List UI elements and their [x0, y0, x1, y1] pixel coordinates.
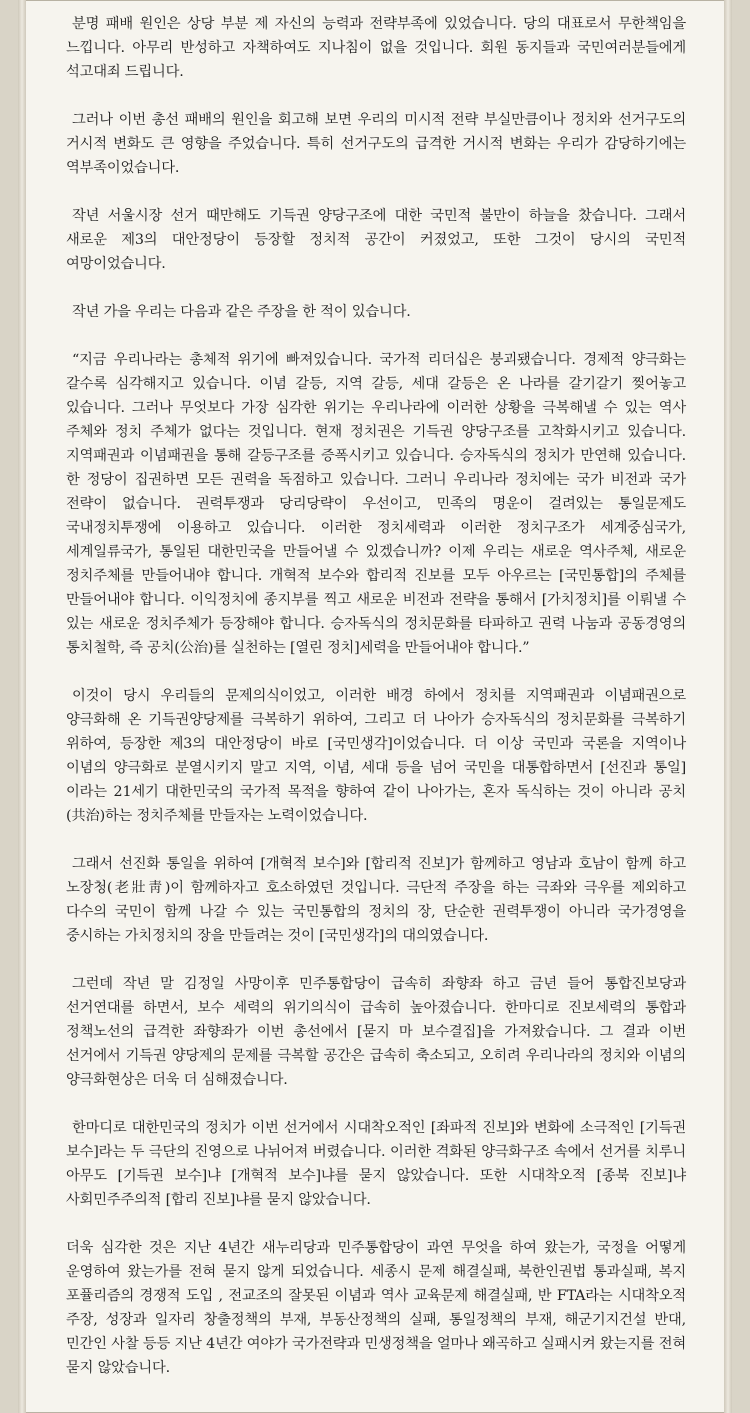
paragraph-seoul-mayor-election: 작년 서울시장 선거 때만해도 기득권 양당구조에 대한 국민적 불만이 하늘을 찼습니다. 그래서 새로운 제3의 대안정당이 등장할 정치적 공간이 커졌었고, 또한 그것이 당시의 국민적 여망이었습니다. [66, 208, 686, 272]
paragraph-quotation: “지금 우리나라는 총체적 위기에 빠져있습니다. 국가적 리더십은 붕괴됐습니다. 경제적 양극화는 갈수록 심각해지고 있습니다. 이념 갈등, 지역 갈등, 세대 갈등은 온 나라를 갈기갈기 찢어놓고 있습니다. 그러나 무엇보다 가장 심각한 위기는 우리나라에 이러한 상황을 극복해낼 수 있는 역사 주체와 정치 주체가 없다는 것입니다. 현재 정치권은 기득권 양당구조를 고착화시키고 있습니다. 지역패권과 이념패권을 통해 갈등구조를 증폭시키고 있습니다. 승자독식의 정치가 만연해 있습니다. 한 정당이 집권하면 모든 권력을 독점하고 있습니다. 그러니 우리나라 정치에는 국가 비전과 국가 전략이 없습니다. 권력투쟁과 당리당략이 우선이고, 민족의 명운이 걸려있는 통일문제도 국내정치투쟁에 이용하고 있습니다. 이러한 정치세력과 이러한 정치구조가 세계중심국가, 세계일류국가, 통일된 대한민국을 만들어낼 수 있겠습니까? 이제 우리는 새로운 역사주체, 새로운 정치주체를 만들어내야 합니다. 개혁적 보수와 합리적 진보를 모두 아우르는 [국민통합]의 주체를 만들어내야 합니다. 이익정치에 종지부를 찍고 새로운 비전과 전략을 통해서 [가치정치]를 이뤄낼 수 있는 새로운 정치주체가 등장해야 합니다. 승자독식의 정치문화를 타파하고 권력 나눔과 공동경영의 통치철학, 즉 공치(公治)를 실천하는 [열린 정치]세력을 만들어내야 합니다.” [66, 352, 686, 656]
frame-border-right [724, 0, 732, 1413]
frame-border-left [18, 0, 26, 1413]
paragraph-election-causes: 그러나 이번 총선 패배의 원인을 회고해 보면 우리의 미시적 전략 부실만큼이나 정치와 선거구도의 거시적 변화도 큰 영향을 주었습니다. 특히 선거구도의 급격한 거시적 변화는 우리가 감당하기에는 역부족이었습니다. [66, 112, 686, 176]
paragraph-responsibility: 분명 패배 원인은 상당 부분 제 자신의 능력과 전략부족에 있었습니다. 당의 대표로서 무한책임을 느낍니다. 아무리 반성하고 자책하여도 지나침이 없을 것입니다. 회원 동지들과 국민여러분들에게 석고대죄 드립니다. [66, 16, 686, 80]
paragraph-left-turn: 그런데 작년 말 김정일 사망이후 민주통합당이 급속히 좌향좌 하고 금년 들어 통합진보당과 선거연대를 하면서, 보수 세력의 위기의식이 급속히 높아졌습니다. 한마디로 진보세력의 통합과 정책노선의 급격한 좌향좌가 이번 총선에서 [묻지 마 보수결집]을 가져왔습니다. 그 결과 이번 선거에서 기득권 양당제의 문제를 극복할 공간은 급속히 축소되고, 오히려 우리나라의 정치와 이념의 양극화현상은 더욱 더 심해졌습니다. [66, 976, 686, 1088]
paragraph-problem-awareness: 이것이 당시 우리들의 문제의식이었고, 이러한 배경 하에서 정치를 지역패권과 이념패권으로 양극화해 온 기득권양당제를 극복하기 위하여, 그리고 더 나아가 승자독식의 정치문화를 극복하기 위하여, 등장한 제3의 대안정당이 바로 [국민생각]이었습니다. 더 이상 국민과 국론을 지역이나 이념의 양극화로 분열시키지 말고 지역, 이념, 세대 등을 넘어 국민을 대통합하면서 [선진과 통일]이라는 21세기 대한민국의 국가적 목적을 향하여 같이 나아가는, 혼자 독식하는 것이 아니라 공치(共治)하는 정치주체를 만들자는 노력이었습니다. [66, 688, 686, 824]
article-body [66, 12, 686, 1404]
paragraph-unification-appeal: 그래서 선진화 통일을 위하여 [개혁적 보수]와 [합리적 진보]가 함께하고 영남과 호남이 함께 하고 노장청(老壯靑)이 함께하자고 호소하였던 것입니다. 극단적 주장을 하는 극좌와 극우를 제외하고 다수의 국민이 함께 나갈 수 있는 국민통합의 정치의 장, 단순한 권력투쟁이 아니라 국가경영을 중시하는 가치정치의 장을 만들려는 것이 [국민생각]의 대의였습니다. [66, 856, 686, 944]
paragraph-polarization: 한마디로 대한민국의 정치가 이번 선거에서 시대착오적인 [좌파적 진보]와 변화에 소극적인 [기득권 보수]라는 두 극단의 진영으로 나뉘어져 버렸습니다. 이러한 격화된 양극화구조 속에서 선거를 치루니 아무도 [기득권 보수]냐 [개혁적 보수]냐를 묻지 않았습니다. 또한 시대착오적 [종북 진보]냐 사회민주주의적 [합리 진보]냐를 묻지 않았습니다. [66, 1120, 686, 1208]
paragraph-four-years: 더욱 심각한 것은 지난 4년간 새누리당과 민주통합당이 과연 무엇을 하여 왔는가, 국정을 어떻게 운영하여 왔는가를 전혀 묻지 않게 되었습니다. 세종시 문제 해결실패, 북한인권법 통과실패, 복지 포퓰리즘의 경쟁적 도입 , 전교조의 잘못된 이념과 역사 교육문제 해결실패, 반 FTA라는 시대착오적 주장, 성장과 일자리 창출정책의 부재, 부동산정책의 실패, 통일정책의 부재, 해군기지건설 반대, 민간인 사찰 등등 지난 4년간 여야가 국가전략과 민생정책을 얼마나 왜곡하고 실패시켜 왔는지를 전혀 묻지 않았습니다. [66, 1240, 686, 1376]
paragraph-last-autumn: 작년 가을 우리는 다음과 같은 주장을 한 적이 있습니다. [72, 304, 411, 320]
